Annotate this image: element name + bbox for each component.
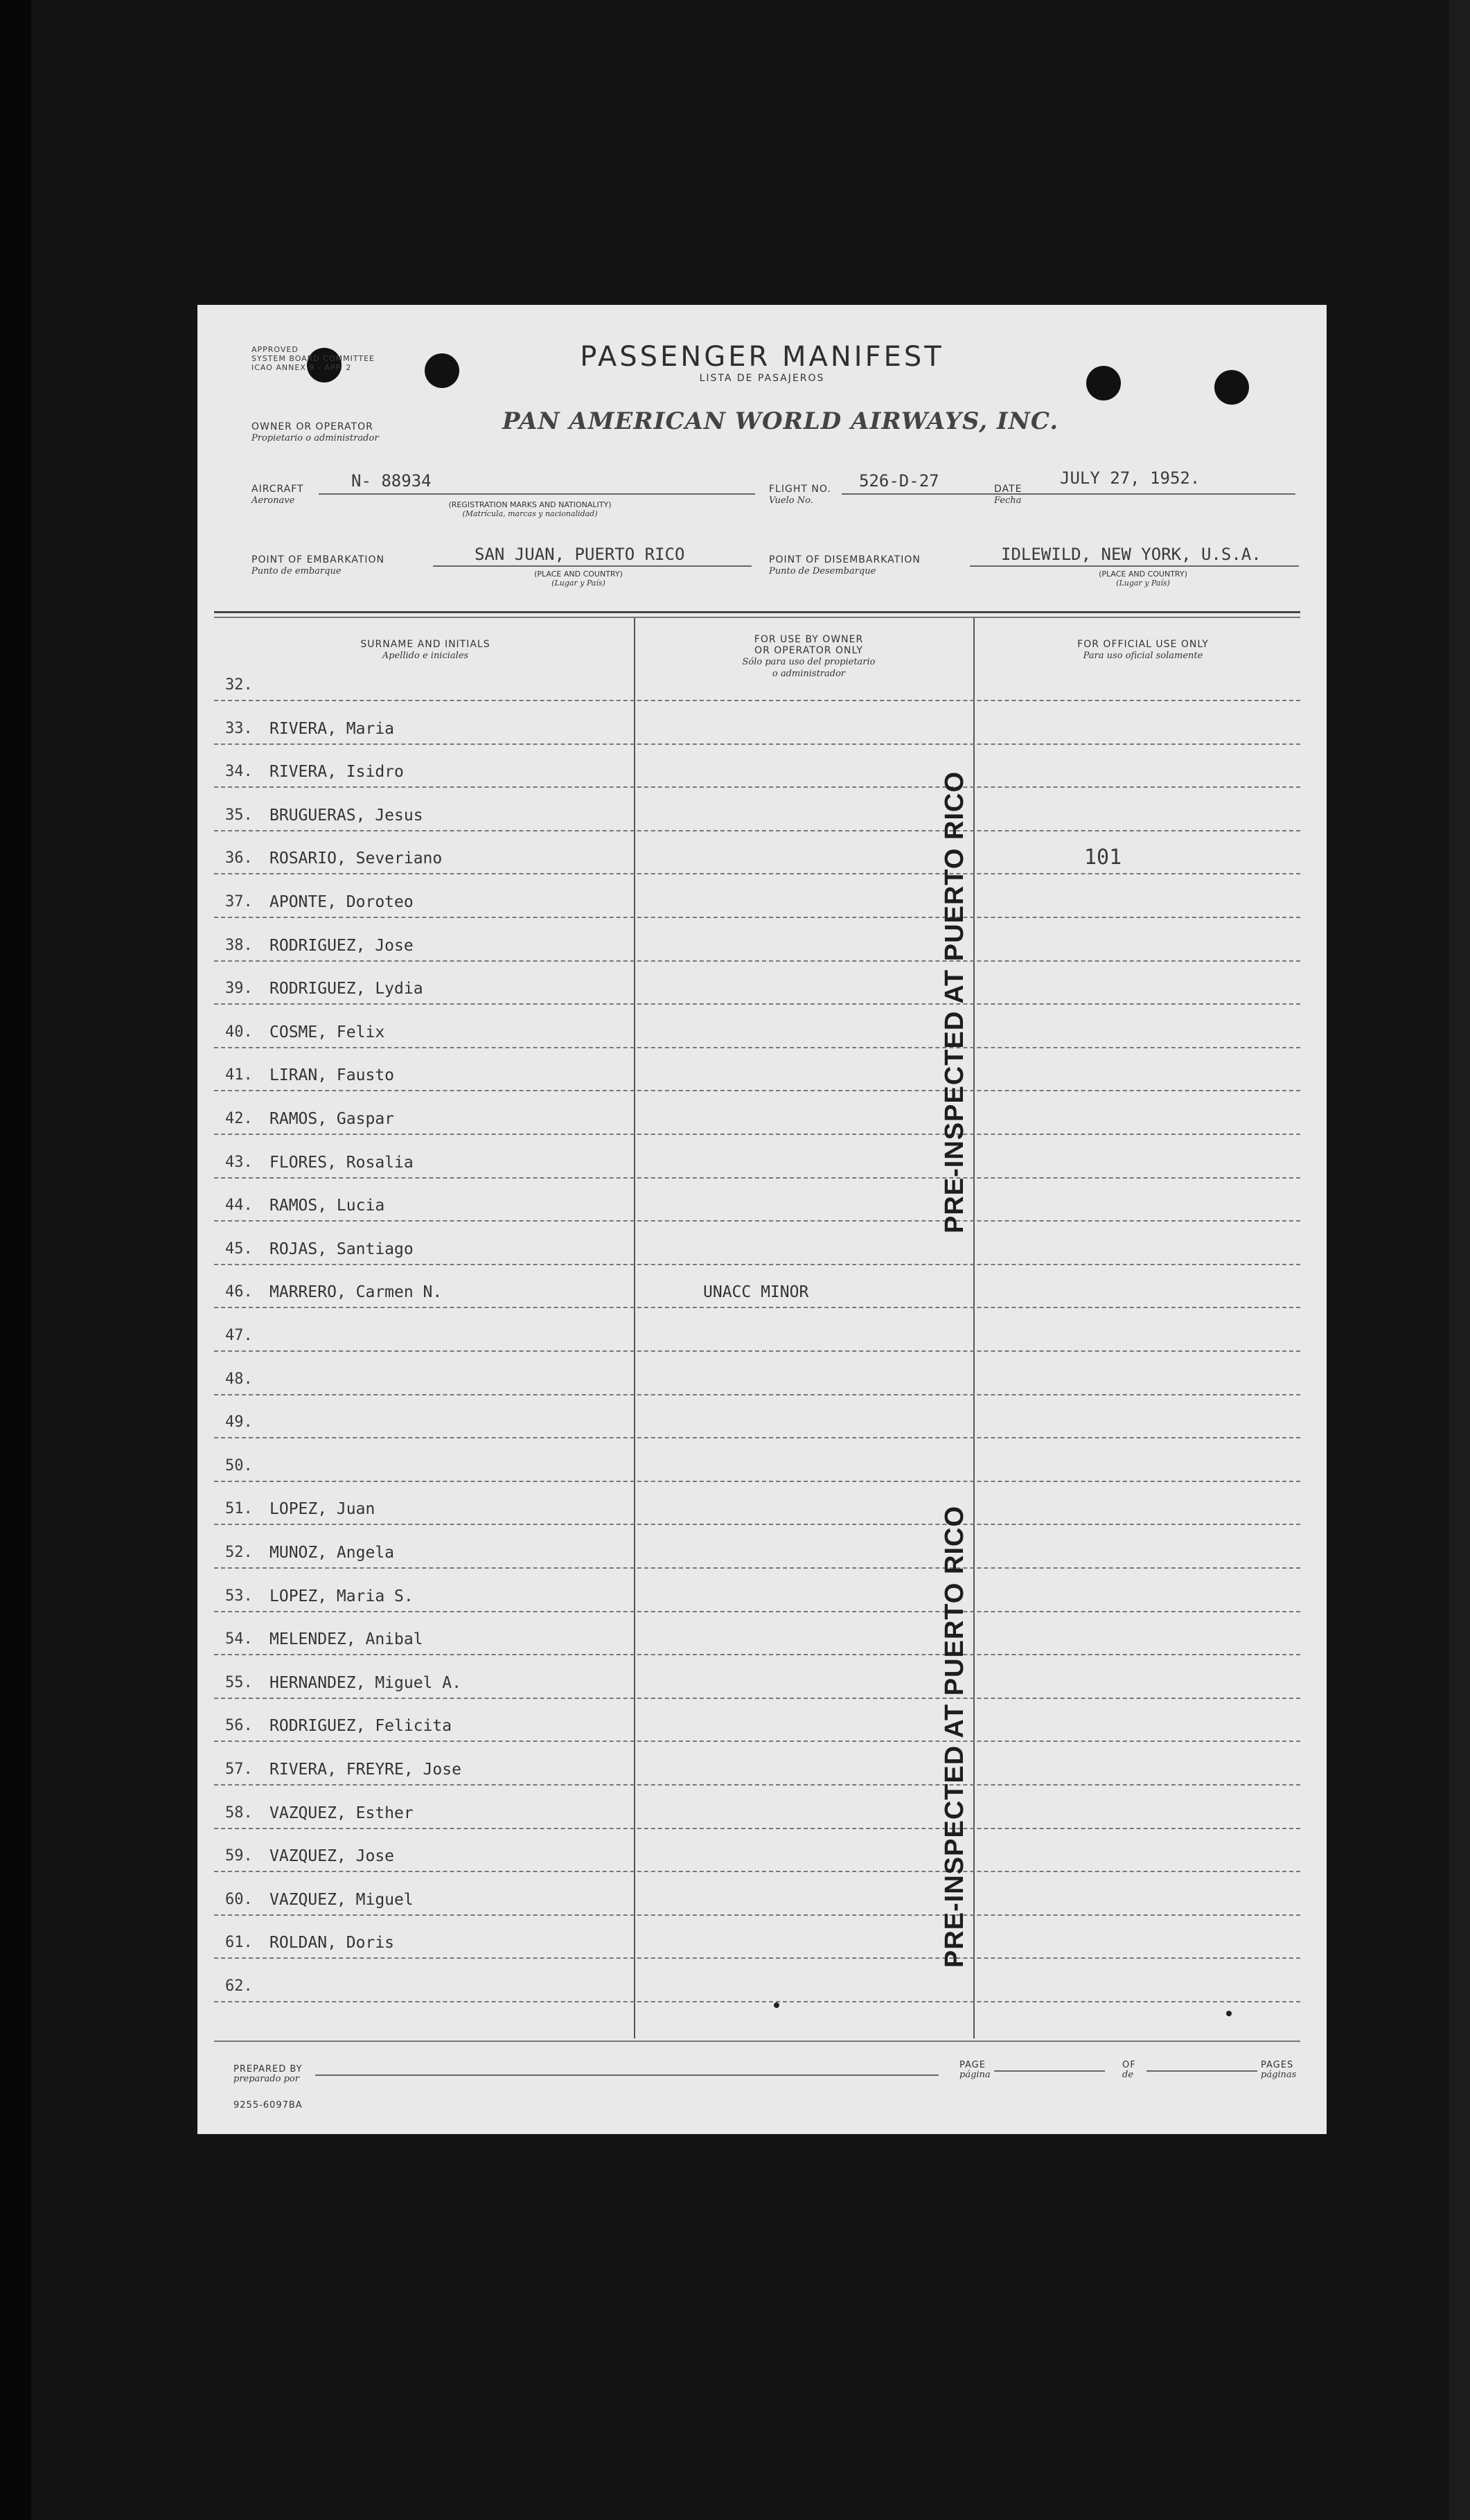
passenger-name: MARRERO, Carmen N. xyxy=(269,1283,443,1302)
owner-use-column-header xyxy=(641,634,977,680)
form-title: PASSENGER MANIFEST xyxy=(580,341,944,373)
page-label-en: PAGE xyxy=(959,2060,986,2070)
disembark-label xyxy=(769,554,921,577)
approval-line: APPROVED xyxy=(251,345,299,354)
row-number: 60. xyxy=(225,1890,253,1908)
paper-speck xyxy=(774,2002,779,2008)
row-number: 36. xyxy=(225,849,253,867)
row-number: 51. xyxy=(225,1500,253,1518)
passenger-name: VAZQUEZ, Esther xyxy=(269,1804,414,1822)
row-number: 62. xyxy=(225,1977,253,1995)
passenger-name: RODRIGUEZ, Felicita xyxy=(269,1717,452,1736)
passenger-name: LIRAN, Fausto xyxy=(269,1066,395,1085)
aircraft-underline xyxy=(319,493,755,495)
row-rule xyxy=(214,1090,1300,1091)
row-rule xyxy=(214,1741,1300,1742)
row-number: 42. xyxy=(225,1110,253,1127)
passenger-name: MELENDEZ, Anibal xyxy=(269,1630,423,1649)
of-label-es: de xyxy=(1122,2070,1134,2080)
approval-line: SYSTEM BOARD COMMITTEE xyxy=(251,354,375,363)
row-number: 45. xyxy=(225,1240,253,1258)
date-underline xyxy=(1025,493,1295,495)
disembark-note xyxy=(1067,570,1219,588)
embark-note-en: (PLACE AND COUNTRY) xyxy=(534,570,623,579)
owner-note: UNACC MINOR xyxy=(703,1283,809,1302)
row-rule xyxy=(214,1784,1300,1786)
row-rule xyxy=(214,743,1300,745)
date-value: JULY 27, 1952. xyxy=(1060,468,1201,488)
row-number: 58. xyxy=(225,1804,253,1822)
form-code: 9255-6097BA xyxy=(233,2100,303,2111)
row-rule xyxy=(214,873,1300,874)
passenger-name: APONTE, Doroteo xyxy=(269,893,414,911)
aircraft-label xyxy=(251,484,304,506)
header-rule xyxy=(214,617,1300,618)
owner-use-header-es-1: Sólo para uso del propietario xyxy=(742,657,876,667)
owner-use-header-es-2: o administrador xyxy=(772,669,846,679)
embark-note xyxy=(502,570,655,588)
row-rule xyxy=(214,1350,1300,1352)
row-rule xyxy=(214,1914,1300,1916)
row-number: 32. xyxy=(225,676,253,694)
date-label xyxy=(994,484,1022,506)
pre-inspected-stamp: PRE-INSPECTED AT PUERTO RICO xyxy=(940,770,969,1233)
row-rule xyxy=(214,1871,1300,1872)
owner-value: PAN AMERICAN WORLD AIRWAYS, INC. xyxy=(502,407,1059,435)
official-mark: 101 xyxy=(1084,845,1122,870)
official-header-en: FOR OFFICIAL USE ONLY xyxy=(1077,639,1209,650)
passenger-name: ROSARIO, Severiano xyxy=(269,849,443,868)
row-rule xyxy=(214,1394,1300,1395)
page-line xyxy=(994,2070,1105,2072)
prepared-by-line xyxy=(315,2074,939,2076)
row-number: 33. xyxy=(225,719,253,737)
of-label-en: OF xyxy=(1122,2060,1136,2070)
embark-value: SAN JUAN, PUERTO RICO xyxy=(475,545,685,564)
aircraft-value: N- 88934 xyxy=(351,471,432,491)
form-subtitle: LISTA DE PASAJEROS xyxy=(699,373,825,384)
passenger-name: MUNOZ, Angela xyxy=(269,1544,395,1562)
passenger-name: LOPEZ, Maria S. xyxy=(269,1587,414,1605)
surname-column-header xyxy=(214,639,637,662)
date-label-en: DATE xyxy=(994,484,1022,495)
row-number: 54. xyxy=(225,1630,253,1648)
flight-label-en: FLIGHT NO. xyxy=(769,484,831,495)
passenger-name: VAZQUEZ, Miguel xyxy=(269,1890,414,1909)
aircraft-label-es: Aeronave xyxy=(251,495,295,506)
disembark-label-es: Punto de Desembarque xyxy=(769,566,876,576)
paper-speck xyxy=(1226,2011,1232,2016)
row-rule xyxy=(214,830,1300,831)
header-rule xyxy=(214,611,1300,613)
disembark-note-es: (Lugar y País) xyxy=(1116,579,1170,588)
flight-value: 526-D-27 xyxy=(859,471,939,491)
passenger-name: RIVERA, FREYRE, Jose xyxy=(269,1761,461,1779)
row-rule xyxy=(214,960,1300,962)
pages-label-es: páginas xyxy=(1261,2070,1297,2080)
surname-header-es: Apellido e iniciales xyxy=(382,651,469,661)
passenger-name: LOPEZ, Juan xyxy=(269,1500,375,1519)
row-rule xyxy=(214,1957,1300,1959)
approval-line: ICAO ANNEX 9 - APP. 2 xyxy=(251,363,352,372)
passenger-name: RODRIGUEZ, Jose xyxy=(269,936,414,955)
passenger-name: RIVERA, Maria xyxy=(269,719,395,738)
aircraft-label-en: AIRCRAFT xyxy=(251,484,304,495)
row-rule xyxy=(214,1220,1300,1222)
row-rule xyxy=(214,1828,1300,1829)
passenger-name: COSME, Felix xyxy=(269,1023,385,1041)
row-rule xyxy=(214,1003,1300,1005)
row-rule xyxy=(214,1698,1300,1699)
scan-border-left xyxy=(0,0,31,2520)
row-rule xyxy=(214,1177,1300,1179)
official-header-es: Para uso oficial solamente xyxy=(1083,651,1203,661)
row-number: 57. xyxy=(225,1761,253,1778)
row-number: 44. xyxy=(225,1197,253,1215)
row-number: 53. xyxy=(225,1587,253,1605)
row-number: 41. xyxy=(225,1066,253,1084)
embark-label-es: Punto de embarque xyxy=(251,566,342,576)
row-number: 39. xyxy=(225,980,253,998)
passenger-name: RIVERA, Isidro xyxy=(269,763,404,782)
row-rule xyxy=(214,786,1300,788)
disembark-label-en: POINT OF DISEMBARKATION xyxy=(769,554,921,565)
flight-label xyxy=(769,484,831,506)
row-number: 59. xyxy=(225,1847,253,1865)
row-rule xyxy=(214,2001,1300,2002)
row-number: 48. xyxy=(225,1370,253,1388)
prepared-by-es: preparado por xyxy=(233,2074,299,2084)
prepared-by-en: PREPARED BY xyxy=(233,2064,303,2074)
row-number: 47. xyxy=(225,1327,253,1344)
row-number: 35. xyxy=(225,806,253,824)
passenger-name: ROJAS, Santiago xyxy=(269,1240,414,1258)
prepared-by-label xyxy=(233,2065,303,2084)
row-number: 43. xyxy=(225,1153,253,1171)
manifest-page xyxy=(197,305,1327,2134)
row-number: 52. xyxy=(225,1544,253,1561)
embark-underline xyxy=(433,565,752,567)
row-number: 61. xyxy=(225,1934,253,1952)
of-line xyxy=(1146,2070,1257,2072)
row-rule xyxy=(214,1611,1300,1612)
embark-label xyxy=(251,554,384,577)
row-rule xyxy=(214,700,1300,701)
row-number: 46. xyxy=(225,1283,253,1301)
owner-use-header-2: OR OPERATOR ONLY xyxy=(754,645,863,656)
registration-note-es: (Matrícula, marcas y nacionalidad) xyxy=(462,509,598,518)
row-rule xyxy=(214,1307,1300,1308)
row-number: 49. xyxy=(225,1413,253,1431)
page-label xyxy=(959,2061,991,2080)
disembark-note-en: (PLACE AND COUNTRY) xyxy=(1099,570,1187,579)
row-rule xyxy=(214,1567,1300,1569)
passenger-name: FLORES, Rosalia xyxy=(269,1153,414,1172)
flight-label-es: Vuelo No. xyxy=(769,495,813,506)
owner-label xyxy=(251,421,379,444)
passenger-name: RAMOS, Gaspar xyxy=(269,1110,395,1128)
registration-note xyxy=(391,500,668,518)
pages-label xyxy=(1261,2061,1296,2080)
row-rule xyxy=(214,1437,1300,1438)
date-label-es: Fecha xyxy=(994,495,1022,506)
owner-label-en: OWNER OR OPERATOR xyxy=(251,421,373,432)
page-label-es: página xyxy=(959,2070,991,2080)
row-rule xyxy=(214,1264,1300,1265)
passenger-name: VAZQUEZ, Jose xyxy=(269,1847,395,1866)
pages-label-en: PAGES xyxy=(1261,2060,1294,2070)
row-rule xyxy=(214,1134,1300,1135)
row-number: 50. xyxy=(225,1456,253,1474)
passenger-name: RODRIGUEZ, Lydia xyxy=(269,980,423,998)
scan-border-right xyxy=(1449,0,1470,2520)
row-number: 55. xyxy=(225,1673,253,1691)
row-number: 56. xyxy=(225,1717,253,1735)
row-rule xyxy=(214,1481,1300,1482)
row-number: 34. xyxy=(225,763,253,781)
row-number: 40. xyxy=(225,1023,253,1041)
row-rule xyxy=(214,1654,1300,1655)
passenger-name: RAMOS, Lucia xyxy=(269,1197,385,1215)
embark-label-en: POINT OF EMBARKATION xyxy=(251,554,385,565)
owner-label-es: Propietario o administrador xyxy=(251,433,379,443)
passenger-name: ROLDAN, Doris xyxy=(269,1934,395,1953)
row-number: 37. xyxy=(225,893,253,910)
official-column-header xyxy=(980,639,1306,662)
footer-rule xyxy=(214,2041,1300,2042)
surname-header-en: SURNAME AND INITIALS xyxy=(360,639,490,650)
passenger-name: BRUGUERAS, Jesus xyxy=(269,806,423,825)
pre-inspected-stamp: PRE-INSPECTED AT PUERTO RICO xyxy=(940,1505,969,1968)
row-rule xyxy=(214,1047,1300,1048)
owner-use-header-1: FOR USE BY OWNER xyxy=(754,634,864,645)
disembark-underline xyxy=(970,565,1299,567)
embark-note-es: (Lugar y País) xyxy=(551,579,605,588)
of-label xyxy=(1122,2061,1136,2080)
row-number: 38. xyxy=(225,936,253,954)
disembark-value: IDLEWILD, NEW YORK, U.S.A. xyxy=(1001,545,1261,564)
row-rule xyxy=(214,1524,1300,1525)
passenger-name: HERNANDEZ, Miguel A. xyxy=(269,1673,461,1692)
row-rule xyxy=(214,917,1300,918)
registration-note-en: (REGISTRATION MARKS AND NATIONALITY) xyxy=(448,500,612,509)
